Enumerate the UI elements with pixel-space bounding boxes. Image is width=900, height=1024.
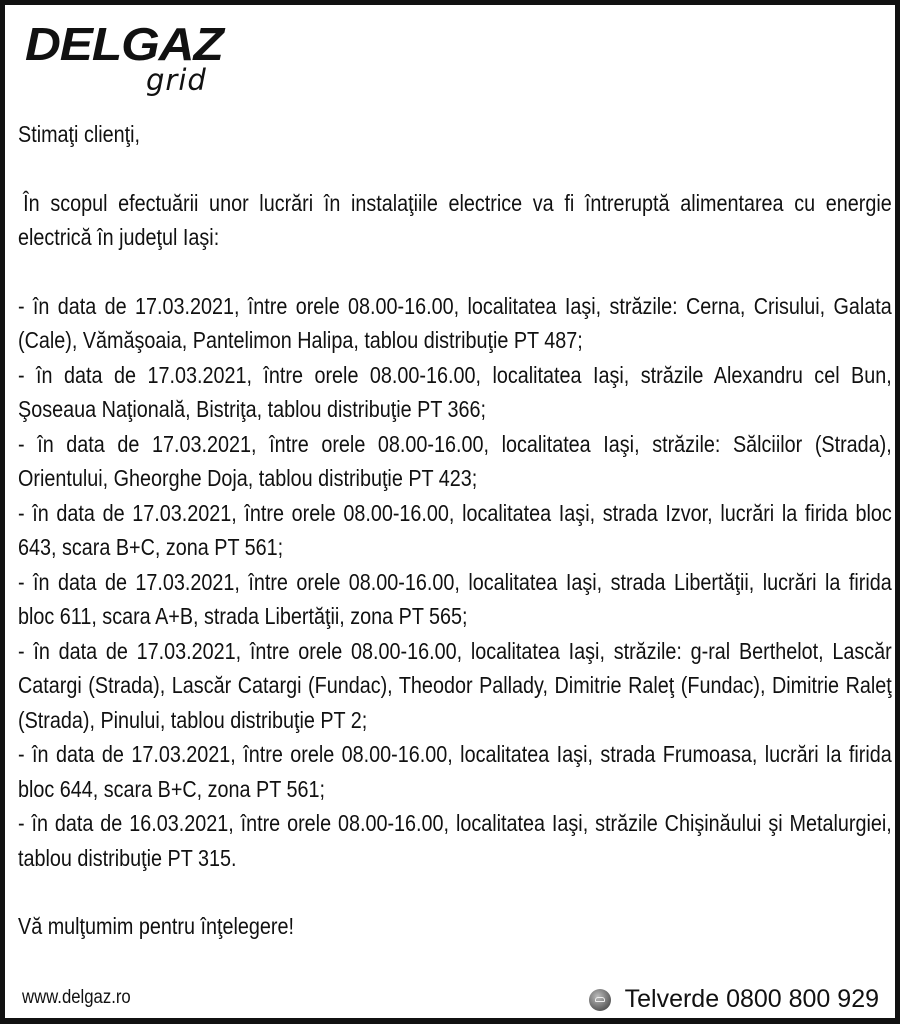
logo-wordmark: DELGAZ [25, 18, 223, 70]
telephone-icon [589, 989, 611, 1011]
website-link[interactable]: www.delgaz.ro [22, 987, 131, 1008]
outage-item: - în data de 17.03.2021, între orele 08.00-16.00, localitatea Iaşi, strada Libertăţii, lucrări la firida bloc 611, scara A+B, strada Libertăţii, zona PT 565; [18, 568, 892, 629]
delgaz-grid-logo [25, 17, 235, 97]
outage-item: - în data de 17.03.2021, între orele 08.00-16.00, localitatea Iaşi, străzile: Cerna, Crisului, Galata (Cale), Vămăşoaia, Pantelimon Halipa, tablou distribuţie PT 487; [18, 292, 892, 353]
outage-item: - în data de 17.03.2021, între orele 08.00-16.00, localitatea Iaşi, strada Frumoasa, lucrări la firida bloc 644, scara B+C, zona PT 561; [18, 741, 892, 802]
outage-item: - în data de 17.03.2021, între orele 08.00-16.00, localitatea Iaşi, străzile: g-ral Berthelot, Lascăr Catargi (Strada), Lascăr Catargi (Fundac), Theodor Pallady, Dimitrie Raleţ (Fundac), Dimitrie Raleţ (Strada), Pinului, tablou distribuţie PT 2; [18, 637, 892, 733]
intro-paragraph: În scopul efectuării unor lucrări în instalaţiile electrice va fi întreruptă alimentarea cu energie electrică în judeţul Iaşi: [18, 189, 892, 250]
logo-subtitle: grid [146, 63, 207, 97]
phone-label: Telverde 0800 800 929 [624, 985, 879, 1013]
phone-contact [589, 985, 879, 1014]
outage-item: - în data de 17.03.2021, între orele 08.00-16.00, localitatea Iaşi, străzile Alexandru cel Bun, Şoseaua Naţională, Bistriţa, tablou distribuţie PT 366; [18, 361, 892, 422]
notice-body [18, 117, 892, 944]
outage-item: - în data de 17.03.2021, între orele 08.00-16.00, localitatea Iaşi, străzile: Sălciilor (Strada), Orientului, Gheorghe Doja, tablou distribuţie PT 423; [18, 430, 892, 491]
outage-list [18, 289, 892, 876]
closing-line: Vă mulţumim pentru înţelegere! [18, 913, 294, 939]
greeting: Stimaţi clienţi, [18, 121, 141, 147]
outage-item: - în data de 17.03.2021, între orele 08.00-16.00, localitatea Iaşi, strada Izvor, lucrări la firida bloc 643, scara B+C, zona PT 561; [18, 499, 892, 560]
outage-item: - în data de 16.03.2021, între orele 08.00-16.00, localitatea Iaşi, străzile Chişinăului şi Metalurgiei, tablou distribuţie PT 315. [18, 810, 892, 871]
